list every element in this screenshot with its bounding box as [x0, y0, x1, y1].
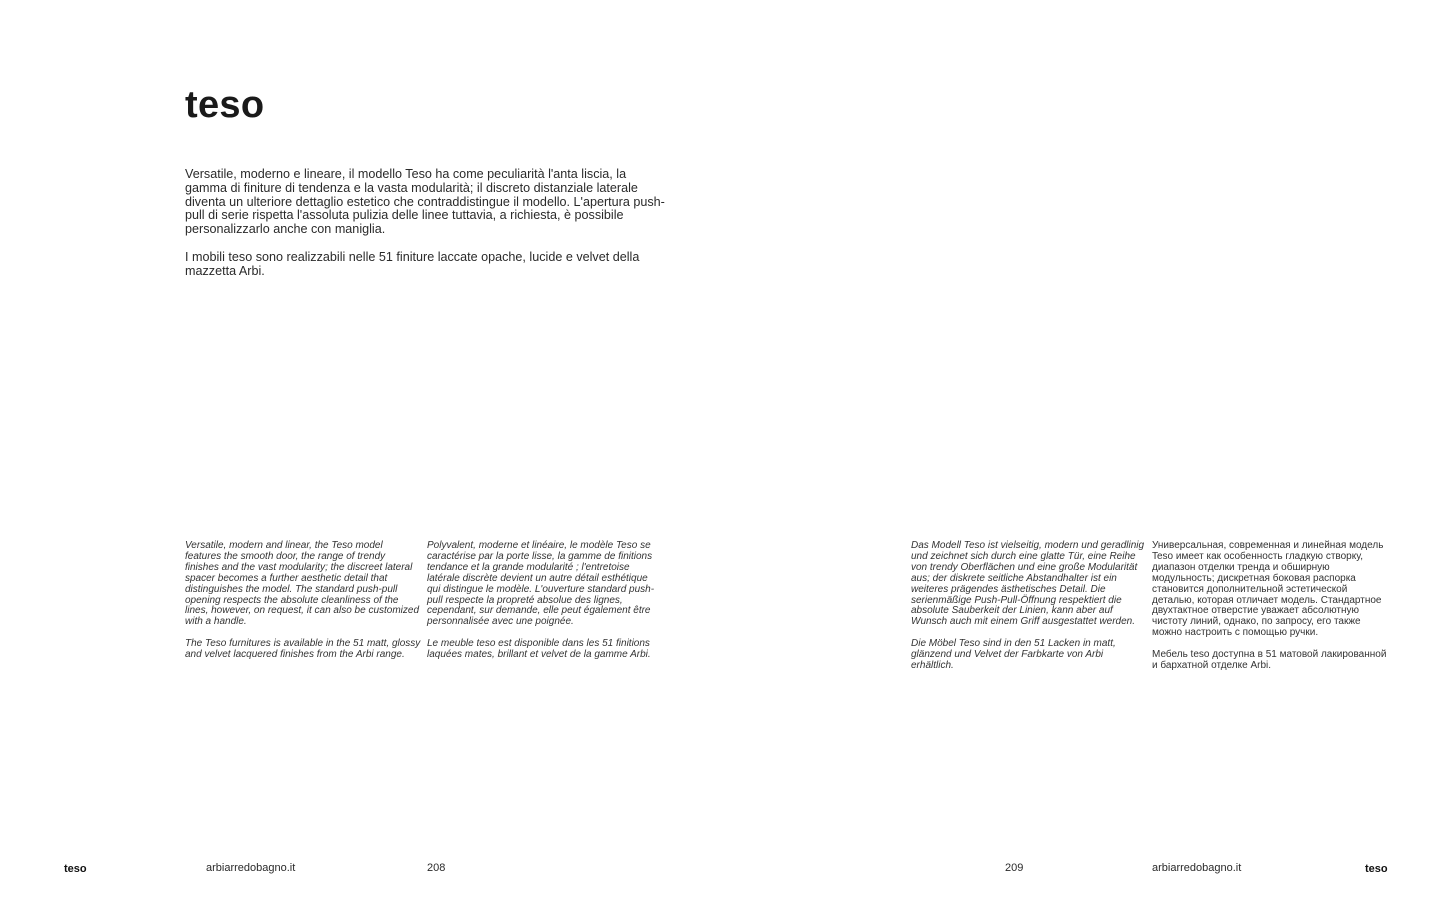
- footer-website-left[interactable]: arbiarredobagno.it: [206, 862, 296, 874]
- intro-paragraph-1: Versatile, moderno e lineare, il modello Teso ha come peculiarità l'anta liscia, la gamma di finiture di tendenza e la vasta modularità; il discreto distanziale laterale diventa un ulteriore dettaglio estetico che contraddistingue il modello. L'apertura push-pull di serie rispetta l'assoluta pulizia delle linee tuttavia, a richiesta, è possibile personalizzarlo anche con maniglia.: [185, 167, 665, 237]
- footer-brand-left: teso: [64, 863, 87, 875]
- column-french: [427, 541, 663, 672]
- english-paragraph-2: The Teso furnitures is available in the 51 matt, glossy and velvet lacquered finishes from the Arbi range.: [185, 638, 421, 661]
- russian-paragraph-1: Универсальная, современная и линейная модель Teso имеет как особенность гладкую створку, диапазон отделки тренда и обширную модульность; дискретная боковая распорка становится дополнительной эстетической деталью, которая отличает модель. Стандартное двухтактное отверстие уважает абсолютную чистоту линий, однако, по запросу, его также можно настроить с помощью ручки.: [1152, 540, 1384, 639]
- intro-text-italian: [185, 168, 665, 292]
- french-paragraph-2: Le meuble teso est disponible dans les 51 finitions laquées mates, brillant et velvet de la gamme Arbi.: [427, 638, 651, 661]
- page-number-left: 208: [427, 862, 446, 874]
- german-paragraph-1: Das Modell Teso ist vielseitig, modern und geradlinig und zeichnet sich durch eine glatte Tür, eine Reihe von trendy Oberflächen und eine große Modularität aus; der diskrete seitliche Abstandhalter ist ein weiteres prägendes ästhetisches Detail. Die serienmäßige Push-Pull-Öffnung respektiert die absolute Sauberkeit der Linien, kann aber auf Wunsch auch mit einem Griff ausgestattet werden.: [911, 540, 1145, 628]
- footer-brand-right: teso: [1365, 863, 1388, 875]
- column-english: [185, 541, 421, 672]
- intro-paragraph-2: I mobili teso sono realizzabili nelle 51 finiture laccate opache, lucide e velvet della mazzetta Arbi.: [185, 249, 640, 278]
- german-paragraph-2: Die Möbel Teso sind in den 51 Lacken in matt, glänzend und Velvet der Farbkarte von Arbi erhältlich.: [911, 638, 1116, 671]
- french-paragraph-1: Polyvalent, moderne et linéaire, le modèle Teso se caractérise par la porte lisse, la gamme de finitions tendance et la grande modularité ; l'entretoise latérale discrète devient un autre détail esthétique qui distingue le modèle. L'ouverture standard push-pull respecte la propreté absolue des lignes, cependant, sur demande, elle peut également être personnalisée avec une poignée.: [427, 540, 655, 628]
- page-number-right: 209: [1005, 862, 1024, 874]
- column-russian: [1152, 541, 1392, 683]
- page-title: teso: [185, 84, 265, 126]
- russian-paragraph-2: Мебель teso доступна в 51 матовой лакированной и бархатной отделке Arbi.: [1152, 649, 1387, 671]
- column-german: [911, 541, 1147, 683]
- english-paragraph-1: Versatile, modern and linear, the Teso model features the smooth door, the range of trendy finishes and the vast modularity; the discreet lateral spacer becomes a further aesthetic detail that distinguishes the model. The standard push-pull opening respects the absolute cleanliness of the lines, however, on request, it can also be customized with a handle.: [185, 540, 420, 628]
- footer-website-right[interactable]: arbiarredobagno.it: [1152, 862, 1242, 874]
